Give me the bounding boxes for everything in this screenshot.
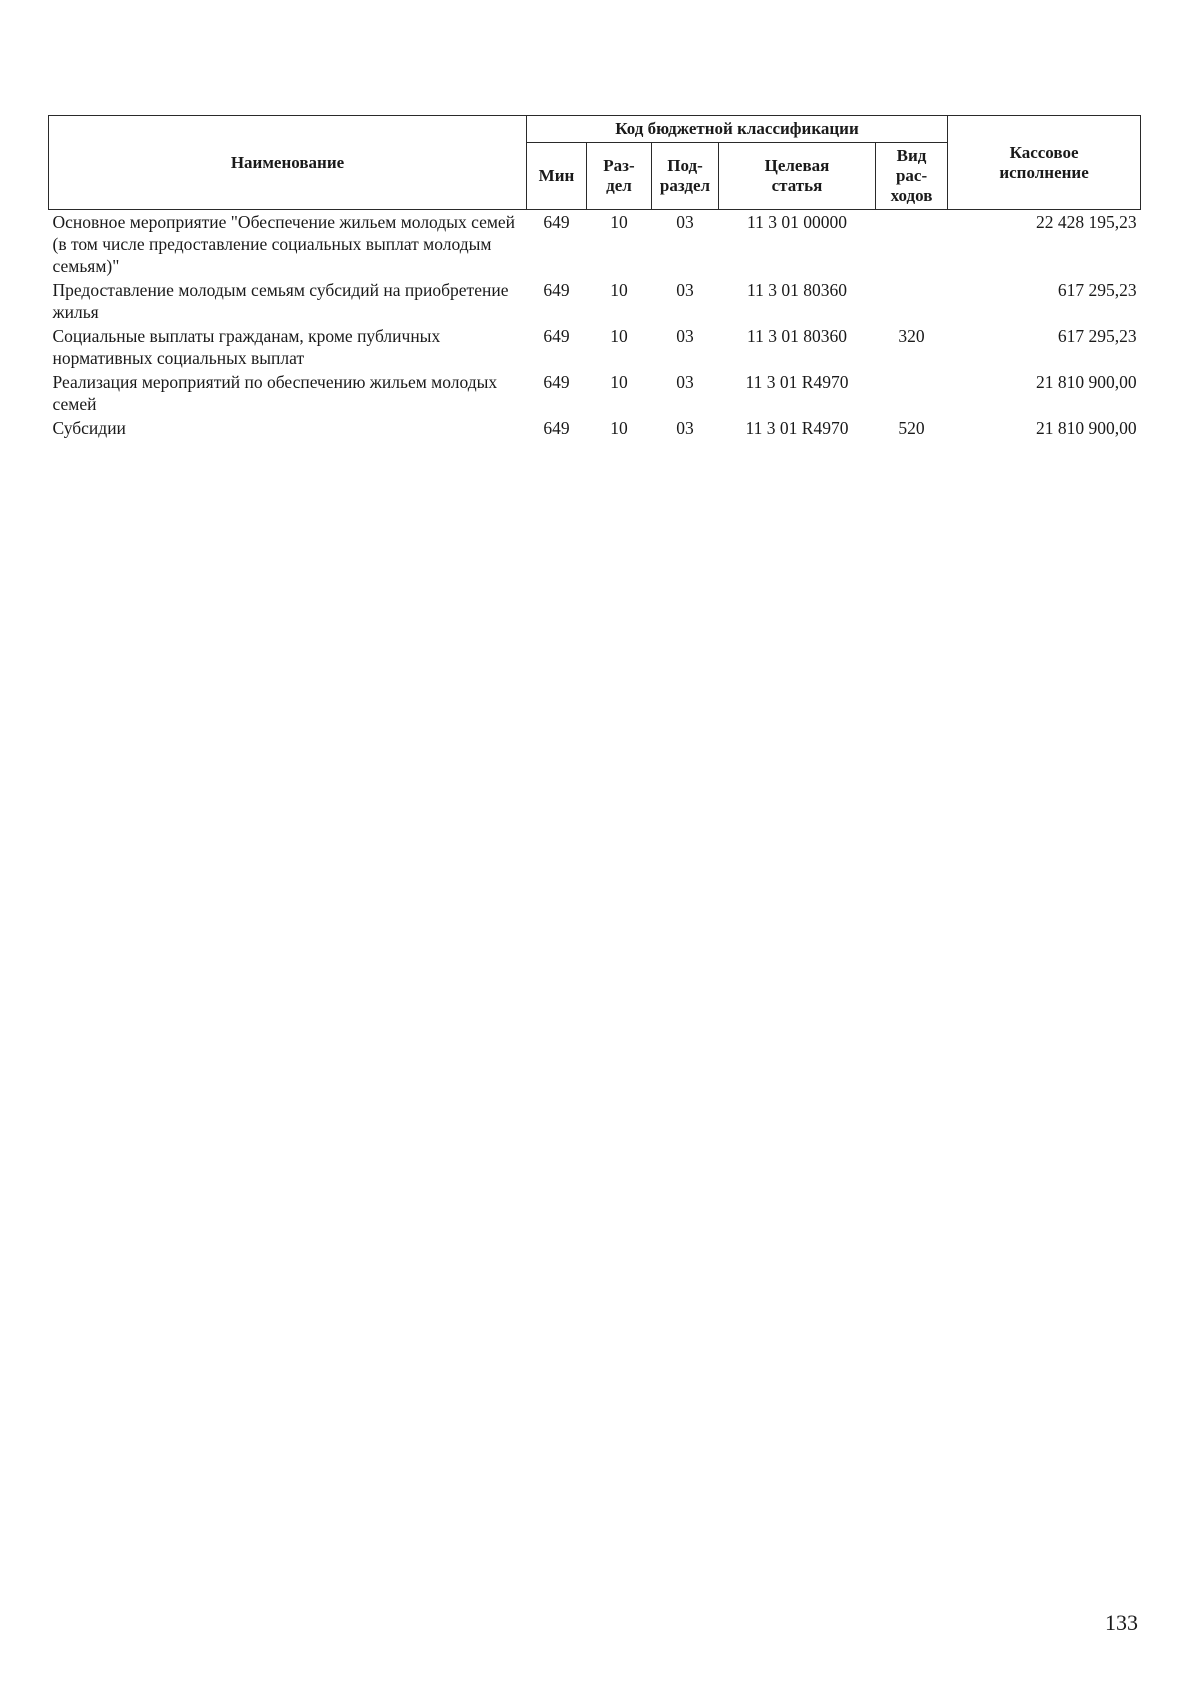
row-tselevaya: 11 3 01 00000 — [747, 212, 847, 232]
table-body — [49, 210, 1141, 441]
row-vid — [876, 370, 948, 416]
header-razdel-label: Раз- дел — [603, 156, 635, 195]
header-podrazdel-label: Под- раздел — [659, 156, 711, 195]
header-tselevaya-statya — [719, 143, 876, 210]
header-vid-label: Вид рас- ходов — [890, 146, 933, 205]
header-tselevaya-label: Целевая статья — [764, 156, 830, 195]
row-amount: 22 428 195,23 — [1035, 212, 1137, 232]
row-razdel: 10 — [610, 280, 628, 300]
row-min: 649 — [543, 418, 570, 438]
header-vid-raskhodov — [876, 143, 948, 210]
row-razdel: 10 — [610, 372, 628, 392]
row-tselevaya: 11 3 01 80360 — [747, 326, 847, 346]
row-vid: 320 — [898, 326, 925, 346]
header-cash-execution — [948, 116, 1141, 210]
header-cash-execution-label: Кассовое исполнение — [999, 142, 1089, 182]
row-vid — [876, 278, 948, 324]
row-vid — [876, 210, 948, 279]
header-min: Мин — [527, 143, 587, 210]
row-razdel: 10 — [610, 212, 628, 232]
row-name: Субсидии — [52, 418, 126, 438]
table-row — [49, 278, 1141, 324]
row-name: Социальные выплаты гражданам, кроме публичных нормативных социальных выплат — [52, 326, 441, 368]
row-podrazdel: 03 — [676, 326, 694, 346]
row-amount: 617 295,23 — [1057, 280, 1137, 300]
table-row — [49, 210, 1141, 279]
table-header — [49, 116, 1141, 210]
header-razdel — [587, 143, 652, 210]
budget-table — [48, 115, 1141, 440]
header-budget-classification-code: Код бюджетной классификации — [527, 116, 948, 143]
row-name: Основное мероприятие "Обеспечение жильем молодых семей (в том числе предоставление социальных выплат молодым семьям)" — [52, 212, 516, 276]
table-row — [49, 370, 1141, 416]
row-name: Реализация мероприятий по обеспечению жильем молодых семей — [52, 372, 498, 414]
row-min: 649 — [543, 280, 570, 300]
row-podrazdel: 03 — [676, 212, 694, 232]
header-name: Наименование — [49, 116, 527, 210]
row-name: Предоставление молодым семьям субсидий на приобретение жилья — [52, 280, 509, 322]
row-podrazdel: 03 — [676, 372, 694, 392]
table-row — [49, 416, 1141, 440]
table-row — [49, 324, 1141, 370]
row-amount: 21 810 900,00 — [1035, 372, 1137, 392]
row-podrazdel: 03 — [676, 418, 694, 438]
row-tselevaya: 11 3 01 R4970 — [745, 372, 849, 392]
page-number: 133 — [1105, 1610, 1138, 1635]
row-min: 649 — [543, 326, 570, 346]
row-razdel: 10 — [610, 418, 628, 438]
row-amount: 617 295,23 — [1057, 326, 1137, 346]
row-podrazdel: 03 — [676, 280, 694, 300]
header-podrazdel — [652, 143, 719, 210]
row-tselevaya: 11 3 01 R4970 — [745, 418, 849, 438]
row-min: 649 — [543, 372, 570, 392]
row-amount: 21 810 900,00 — [1035, 418, 1137, 438]
row-tselevaya: 11 3 01 80360 — [747, 280, 847, 300]
row-min: 649 — [543, 212, 570, 232]
row-vid: 520 — [898, 418, 925, 438]
row-razdel: 10 — [610, 326, 628, 346]
